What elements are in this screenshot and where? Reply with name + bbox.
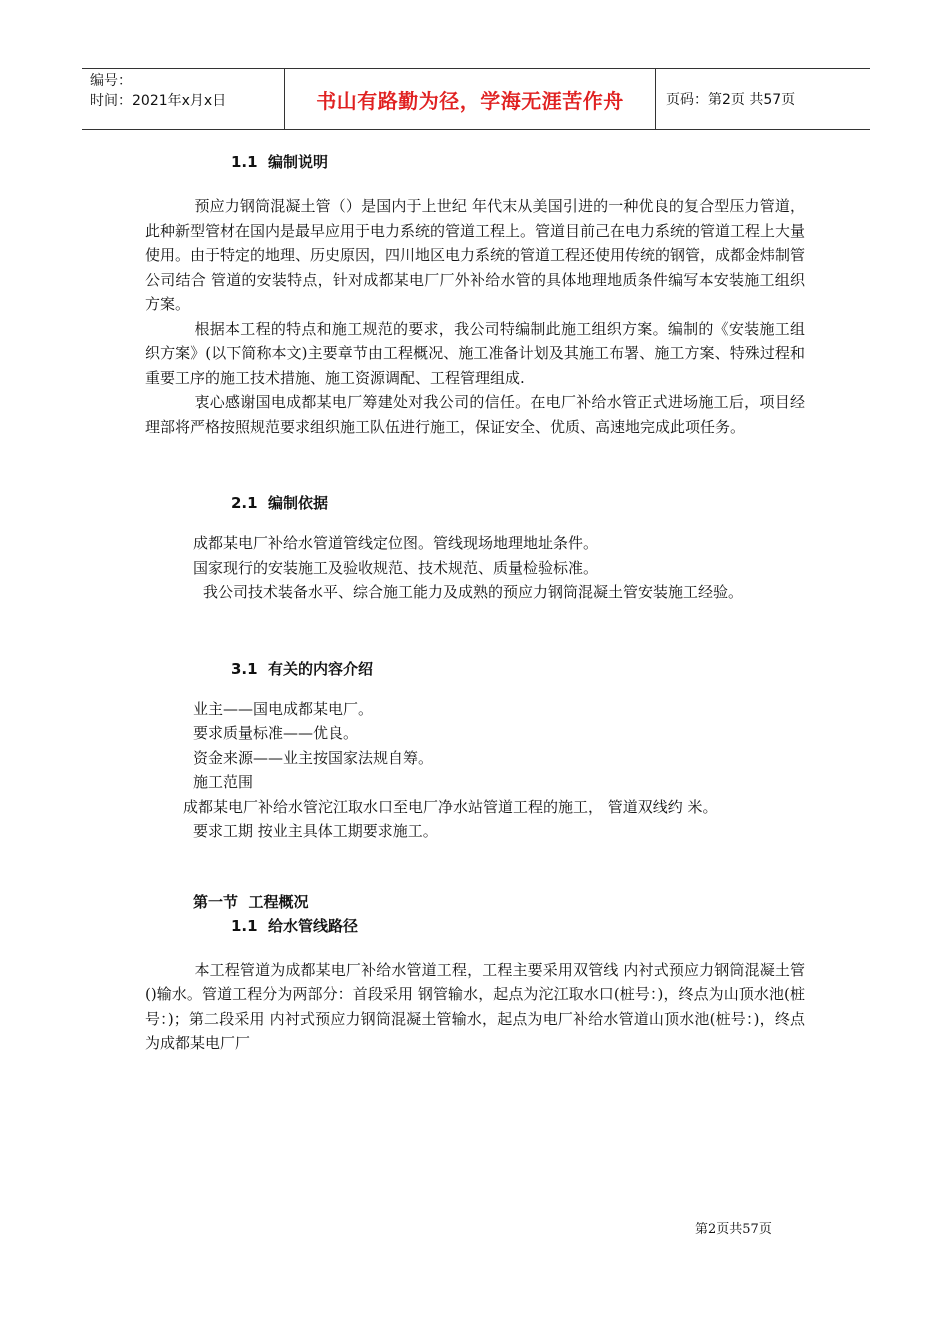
list-item: 资金来源——业主按国家法规自筹。 (193, 748, 434, 767)
list-item: 国家现行的安装施工及验收规范、技术规范、质量检验标准。 (193, 558, 599, 577)
paragraph: 根据本工程的特点和施工规范的要求，我公司特编制此施工组织方案。编制的《安装施工组织方案》(以下简称本文)主要章节由工程概况、施工准备计划及其施工布署、施工方案、特殊过程和重要工序的施工技术措施、施工资源调配、工程管理组成. (145, 319, 805, 387)
header-page-number: 页码：第2页 共57页 (666, 92, 796, 108)
header-motto: 书山有路勤为径，学海无涯苦作舟 (285, 69, 656, 129)
document-body (145, 150, 805, 1056)
header-info (82, 69, 285, 129)
list-item: 施工范围 (193, 773, 254, 791)
page-footer: 第2页共57页 (695, 1222, 772, 1237)
paragraph: 预应力钢筒混凝土管（）是国内于上世纪 年代末从美国引进的一种优良的复合型压力管道，此种新型管材在国内是最早应用于电力系统的管道工程上。管道目前己在电力系统的管道工程上大量使用。由于特定的地理、历史原因，四川地区电力系统的管道工程还使用传统的钢管，成都金炜制管公司结合 管道的安装特点，针对成都某电厂厂外补给水管的具体地理地质条件编写本安装施工组织方案。 (145, 197, 806, 313)
section-title-2-1: 2.1 编制依据 (231, 494, 329, 512)
chapter-title: 第一节 工程概况 (193, 892, 309, 911)
list-item: 业主——国电成都某电厂。 (193, 699, 374, 718)
section-title-4-1: 1.1 给水管线路径 (231, 916, 359, 935)
paragraph: 成都某电厂补给水管沱江取水口至电厂净水站管道工程的施工， 管道双线约 米。 (183, 797, 718, 816)
paragraph: 我公司技术装备水平、综合施工能力及成熟的预应力钢筒混凝土管安装施工经验。 (203, 583, 744, 601)
section-title-3-1: 3.1 有关的内容介绍 (231, 659, 374, 678)
section-title-1-1: 1.1 编制说明 (231, 153, 329, 171)
document-number-label: 编号： (90, 73, 132, 89)
list-item: 要求质量标准——优良。 (193, 724, 359, 742)
list-item: 要求工期 按业主具体工期要求施工。 (193, 822, 438, 840)
document-date-label: 时间：2021年x月x日 (90, 93, 227, 109)
list-item: 成都某电厂补给水管道管线定位图。管线现场地理地址条件。 (193, 534, 599, 552)
page-header (82, 68, 870, 130)
paragraph: 衷心感谢国电成都某电厂筹建处对我公司的信任。在电厂补给水管正式进场施工后，项目经理部将严格按照规范要求组织施工队伍进行施工，保证安全、优质、高速地完成此项任务。 (145, 393, 805, 436)
paragraph: 本工程管道为成都某电厂补给水管道工程，工程主要采用双管线 内衬式预应力钢筒混凝土管()输水。管道工程分为两部分：首段采用 钢管输水，起点为沱江取水口(桩号：)，终点为山顶水池(桩号：)；第二段采用 内衬式预应力钢筒混凝土管输水，起点为电厂补给水管道山顶水池(桩号：)，终点为成都某电厂厂 (145, 960, 805, 1052)
